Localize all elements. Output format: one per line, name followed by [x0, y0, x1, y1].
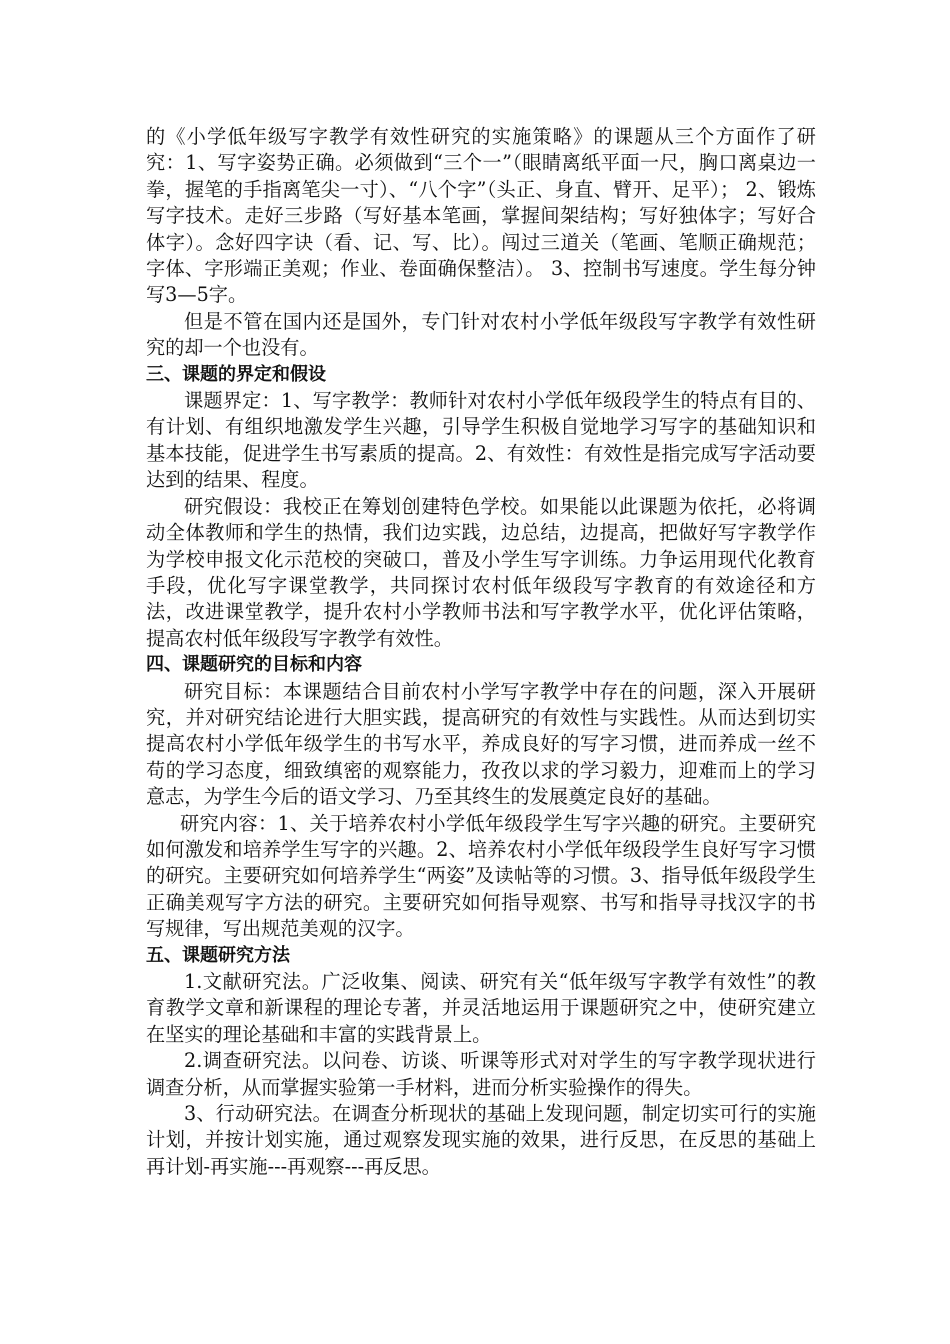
- intro-paragraph-1: 的《小学低年级写字教学有效性研究的实施策略》的课题从三个方面作了研究：1、写字姿势正确。必须做到“三个一”（眼睛离纸平面一尺，胸口离桌边一拳，握笔的手指离笔尖一寸）、“八个字”（头正、身直、臂开、足平）； 2、锻炼写字技术。走好三步路（写好基本笔画，掌握间架结构；写好独体字；写好合体字）。念好四字诀（看、记、写、比）。闯过三道关（笔画、笔顺正确规范；字体、字形端正美观；作业、卷面确保整洁）。 3、控制书写速度。学生每分钟写3—5字。: [146, 125, 816, 307]
- section-heading-5: 五、课题研究方法: [146, 944, 290, 966]
- section-4-paragraph-1: 研究目标：本课题结合目前农村小学写字教学中存在的问题，深入开展研究，并对研究结论进行大胆实践，提高研究的有效性与实践性。从而达到切实提高农村小学低年级学生的书写水平，养成良好的写字习惯，进而养成一丝不苟的学习态度，细致缜密的观察能力，孜孜以求的学习毅力，迎难而上的学习意志，为学生今后的语文学习、乃至其终生的发展奠定良好的基础。: [146, 679, 816, 809]
- section-5-paragraph-1: 1.文献研究法。广泛收集、阅读、研究有关“低年级写字教学有效性”的教育教学文章和新课程的理论专著，并灵活地运用于课题研究之中，使研究建立在坚实的理论基础和丰富的实践背景上。: [146, 970, 816, 1046]
- section-heading-4: 四、课题研究的目标和内容: [146, 654, 362, 676]
- section-5-paragraph-3: 3、行动研究法。在调查分析现状的基础上发现问题，制定切实可行的实施计划，并按计划实施，通过观察发现实施的效果，进行反思，在反思的基础上再计划-再实施---再观察---再反思。: [146, 1102, 816, 1178]
- section-3-paragraph-2: 研究假设：我校正在筹划创建特色学校。如果能以此课题为依托，必将调动全体教师和学生的热情，我们边实践，边总结，边提高，把做好写字教学作为学校申报文化示范校的突破口，普及小学生写字训练。力争运用现代化教育手段，优化写字课堂教学，共同探讨农村低年级段写字教育的有效途径和方法，改进课堂教学，提升农村小学教师书法和写字教学水平，优化评估策略，提高农村低年级段写字教学有效性。: [146, 494, 816, 650]
- section-heading-3: 三、课题的界定和假设: [146, 363, 326, 385]
- intro-paragraph-2: 但是不管在国内还是国外，专门针对农村小学低年级段写字教学有效性研究的却一个也没有。: [146, 309, 816, 360]
- section-4-paragraph-2: 研究内容：1、关于培养农村小学低年级段学生写字兴趣的研究。主要研究如何激发和培养学生写字的兴趣。2、培养农村小学低年级段学生良好写字习惯的研究。主要研究如何培养学生“两姿”及读帖等的习惯。3、指导低年级段学生正确美观写字方法的研究。主要研究如何指导观察、书写和指导寻找汉字的书写规律，写出规范美观的汉字。: [146, 811, 816, 941]
- document-page: [146, 124, 816, 1180]
- section-3-paragraph-1: 课题界定：1、写字教学：教师针对农村小学低年级段学生的特点有目的、有计划、有组织地激发学生兴趣，引导学生积极自觉地学习写字的基础知识和基本技能，促进学生书写素质的提高。2、有效性：有效性是指完成写字活动要达到的结果、程度。: [146, 389, 816, 492]
- section-5-paragraph-2: 2.调查研究法。以问卷、访谈、听课等形式对对学生的写字教学现状进行调查分析，从而掌握实验第一手材料，进而分析实验操作的得失。: [146, 1049, 816, 1099]
